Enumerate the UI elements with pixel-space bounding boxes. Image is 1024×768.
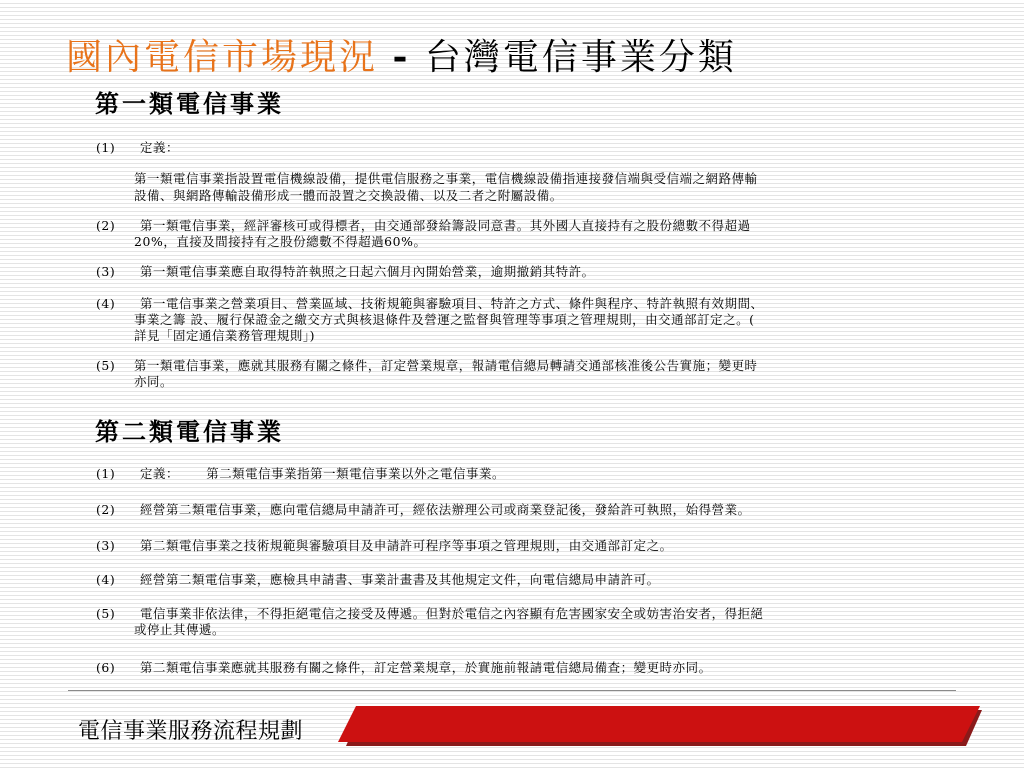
section1-item-1 bbox=[96, 140, 966, 156]
footer-title: 電信事業服務流程規劃 bbox=[78, 719, 304, 744]
section2-item-4 bbox=[96, 572, 966, 588]
item-number: (5) bbox=[96, 358, 116, 373]
slide-title-sub: 台灣電信事業分類 bbox=[424, 37, 737, 78]
item-text-line-2: 或停止其傳遞。 bbox=[134, 622, 225, 637]
item-text-line-2: 亦同。 bbox=[134, 374, 173, 389]
item-text-line-3: 詳見「固定通信業務管理規則」) bbox=[134, 328, 316, 343]
item-text-line-2: 事業之籌 設、履行保證金之繳交方式與核退條件及營運之監督與管理等事項之管理規則，由交通部訂定之。( bbox=[134, 312, 755, 327]
section2-item-6 bbox=[96, 660, 966, 676]
section1-heading: 第一類電信事業 bbox=[95, 89, 284, 118]
item-text-line-1: 第一類電信事業，應就其服務有關之條件，訂定營業規章，報請電信總局轉請交通部核准後公告實施；變更時 bbox=[134, 358, 758, 373]
item-text-line-1: 第一類電信事業，經評審核可或得標者，由交通部發給籌設同意書。其外國人直接持有之股份總數不得超過 bbox=[140, 218, 751, 233]
item-text: 定義： 第二類電信事業指第一類電信事業以外之電信事業。 bbox=[140, 466, 505, 481]
item-text: 經營第二類電信事業，應向電信總局申請許可，經依法辦理公司或商業登記後，發給許可執照，始得營業。 bbox=[140, 502, 751, 517]
item-number: (1) bbox=[96, 140, 116, 155]
item-number: (2) bbox=[96, 218, 116, 233]
item-text: 定義： bbox=[140, 140, 179, 155]
item-number: (3) bbox=[96, 264, 116, 279]
section1-item-5 bbox=[96, 358, 966, 390]
item-number: (4) bbox=[96, 572, 116, 587]
slide-title-main: 國內電信市場現況 bbox=[66, 37, 379, 78]
item-text: 第二類電信事業應就其服務有關之條件，訂定營業規章，於實施前報請電信總局備查；變更時亦同。 bbox=[140, 660, 712, 675]
item-number: (3) bbox=[96, 538, 116, 553]
section1-definition bbox=[134, 170, 758, 204]
item-text-line-1: 第一電信事業之營業項目、營業區域、技術規範與審驗項目、特許之方式、條件與程序、特許執照有效期間、 bbox=[140, 296, 764, 311]
section2-item-1 bbox=[96, 466, 966, 482]
slide-title-dash: - bbox=[392, 36, 411, 78]
section2-item-5 bbox=[96, 606, 966, 638]
item-number: (6) bbox=[96, 660, 116, 675]
item-text: 經營第二類電信事業，應檢具申請書、事業計畫書及其他規定文件，向電信總局申請許可。 bbox=[140, 572, 660, 587]
section1-item-4 bbox=[96, 296, 966, 344]
item-number: (4) bbox=[96, 296, 116, 311]
definition-line-1: 第一類電信事業指設置電信機線設備，提供電信服務之事業，電信機線設備指連接發信端與受信端之網路傳輸 bbox=[134, 171, 758, 186]
item-text: 第一類電信事業應自取得特許執照之日起六個月內開始營業，逾期撤銷其特許。 bbox=[140, 264, 595, 279]
item-number: (2) bbox=[96, 502, 116, 517]
section1-item-2 bbox=[96, 218, 966, 250]
section2-heading: 第二類電信事業 bbox=[95, 417, 284, 446]
section2-item-3 bbox=[96, 538, 966, 554]
definition-line-2: 設備、與網路傳輸設備形成一體而設置之交換設備、以及二者之附屬設備。 bbox=[134, 188, 563, 203]
section1-item-3 bbox=[96, 264, 966, 280]
item-number: (5) bbox=[96, 606, 116, 621]
item-text-line-2: 20%，直接及間接持有之股份總數不得超過60%。 bbox=[134, 234, 427, 249]
item-number: (1) bbox=[96, 466, 116, 481]
slide-title bbox=[66, 36, 737, 79]
section2-item-2 bbox=[96, 502, 966, 518]
footer-divider bbox=[68, 690, 956, 691]
item-text-line-1: 電信事業非依法律，不得拒絕電信之接受及傳遞。但對於電信之內容顯有危害國家安全或妨害治安者，得拒絕 bbox=[140, 606, 764, 621]
item-text: 第二類電信事業之技術規範與審驗項目及申請許可程序等事項之管理規則，由交通部訂定之。 bbox=[140, 538, 673, 553]
